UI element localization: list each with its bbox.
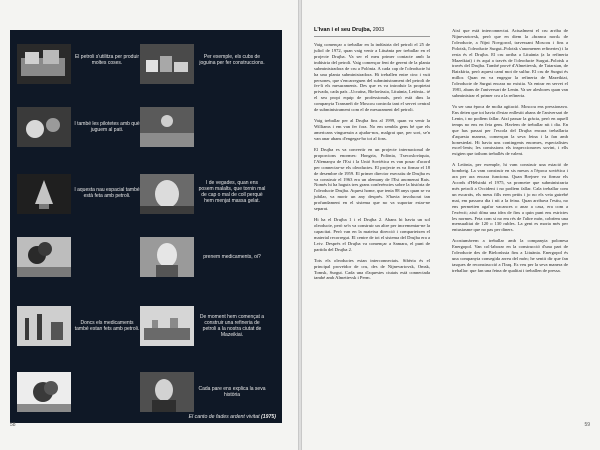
film-still-city	[140, 306, 194, 346]
title-text: L'Ivan i el seu Drujba,	[314, 27, 372, 33]
page-number: 59	[584, 422, 590, 428]
film-title: El canto de fades ardent vivitat	[188, 414, 260, 420]
still-row	[10, 306, 282, 350]
film-caption	[189, 414, 276, 420]
film-still-spaceship	[17, 174, 71, 214]
title-year: 2003	[372, 27, 384, 33]
paragraph: Així que està interconnectat. Actualment el cru arriba de Nijnevartovsk, però que en diem la «branca nord» de l'oleoducte, a Nijni Novgorod, travessant Moscou i fins a Polotsk, l'oleoducte Surgut–Polotsk s'anomenen refineries) i la resta és el Drujba. El cru arriba a Lituània (a la refineria Mazeikiai) i és aquí a través de l'oleoducte Surgut–Polotsk a través del Drujba. També prové d'Almetievsk, de Tatarstan, de Baixkíria, però aquest camí mot de sulfur. El cru de Surgut és millor. Quan en va engegar la refineria de Mazeikiai, l'oleoducte de Surgut encara no existia. Va entrar en servei el 1981, abans de l'aniversari de Lenin. Va ser alesbores quan van subministrar el primer cru a la refineria.	[452, 28, 568, 98]
film-still-father	[140, 372, 194, 412]
text-column-2	[452, 28, 568, 274]
film-still-playground	[140, 107, 194, 147]
left-page	[0, 0, 298, 450]
film-still-smoke	[17, 237, 71, 277]
film-still-refinery	[17, 306, 71, 346]
paragraph: Vaig treballar per al Drujba fins al 1999, quan va venir la Williams i em van fer fora. No em sembla gens bé que els americans vinguessin a ajudar-nos, malgrat que, per sort, se'n van anar abans d'engegar-ho tot al fons.	[314, 118, 430, 141]
subtitle: Cada pare ens explica la seva història	[198, 386, 266, 398]
paragraph: Hi ha el Drujba 1 i el Drujba 2. Abans hi havia un sol oleoducte, però se'n va construir un altre per incrementar-ne la capacitat. Però van en la mateixa direcció i comparteixen el material recorregut. El centre de tot el sistema del Drujba era a Lviv. Després el Drujba va començar a Samara, el punt de partida del Drujba 2.	[314, 217, 430, 252]
film-still-toy-blocks	[140, 44, 194, 84]
still-row	[10, 237, 282, 281]
text-column-1	[314, 28, 430, 281]
subtitle: prenem medicaments, oi?	[203, 254, 261, 260]
subtitle: I aquesta nau espacial també està feta amb petroli.	[74, 187, 140, 199]
film-stills-panel	[10, 30, 282, 423]
paragraph: El Drujba es va convertir en un projecte internacional de proporcions enormes: Hongria, Polònia, Txecoslovàquia, l'Alemanya de l'Est i la Unió Soviètica es van posar d'acord per connectar-se els oleoductes. El projecte es va firmar el 18 de desembre de 1959. El primer director executiu de Drujba es va construir el 1963 era un alemany de l'Est anomenat Rais. Només hi ha haguts tres grans conferències sobre la història de l'oleoducte Drujba. Aquest home, que tenia 88 anys quan se va jubilar, va morir un any després. S'havia involucrat tan profundament en el sistema que no va suportar estar-ne separat.	[314, 146, 430, 212]
subtitle: I de vegades, quan ens posem malalts, que tornin mal de cap o mal de coll perquè hem menjat massa gelat.	[198, 180, 266, 204]
subtitle: Doncs els medicaments també estan fets amb petroli.	[74, 320, 140, 332]
still-row	[10, 174, 282, 218]
right-page	[302, 0, 600, 450]
film-still-fire	[17, 372, 71, 412]
film-still-balls	[17, 107, 71, 147]
film-still-child-sick	[140, 174, 194, 214]
subtitle: El petroli s'utilitza per produir moltes coses.	[74, 54, 140, 66]
page-number: 58	[10, 422, 16, 428]
film-year: (1975)	[261, 414, 276, 420]
paragraph: Acostumàvem a treballar amb la companyia polonesa Energopol. Van col·laborar en la construcció d'una part de l'oleoducte des de Bielorússia fins a Lituània. Energopol és una companyia consegida arreu del món; he sentit dir que fan tasques de reconstrucció a l'Iraq. Es veu per la seva manera de treballar: que fan una feina de qualitat i treballen de pressa.	[452, 238, 568, 273]
subtitle: Per exemple, els cubs de joguina per fer construccions.	[199, 54, 265, 66]
title-rule	[314, 36, 430, 37]
paragraph: A Letònia, per exemple, hi vam construir una estació de bombeig. La vam construir en sis mesos a l'època soviètica i ara per ara encara funciona. Quan Brejnev va firmar els Acords d'Hèlsinki el 1975, va prometre que subministraria més petroli a Occident i no podíem fallar. Cala treballar com un escarràs, els meus fills eren petits i jo no els veia gairebé mai, em passava dia i nit a la feina. Quan arribava l'estiu, no ens permetien agafar vacances o anar a casa, era com a l'exèrcit; això dóna una idea de fins a quin punt ens estrictes les normes. Feia com si no em rés de l'altre món, cobríem una mensualitat de 120 o 130 rubles. La gent es moria més per entusiasme que no pas per diners.	[452, 162, 568, 233]
still-row	[10, 107, 282, 151]
subtitle: I també les pilotetes amb què juguem al pati.	[74, 121, 140, 133]
paragraph: Vaig començar a treballar en la indústria del petroli el 25 de juliol de 1972, quan vaig venir a Lituània per treballar en el projecte Drujba. Va ser el meu primer contacte amb la indústria del petroli. Vaig començar fent de gerent de la planta subministradora de cru a Polònia. A cada cap de l'oleoducte hi ha una planta subministradora. Hi treballen entre cinc i vuit persones, que s'encarreguen del subministrament del petroli de fer-li els mesuraments. Des que es va introduir la propietat privada, cada país –Ucraïna, Bielorússia, Lituània, Letònia– té el seu propi equip de professionals, però està dins la companyia Transneft de Moscou controla tant el servei central de subministrament com el de mesurament del petroli.	[314, 42, 430, 113]
subtitle: De moment hem començat a construir una refineria de petroli a la nostra ciutat de Mazeikiai.	[199, 314, 265, 338]
paragraph: Tots els oleoductes estan interconnectats. Sibèria és el principal proveïdor de cru, des de Nijnevartovsk, Omsk, Tomsk, Surgut. Cada una d'aquestes ciutats està connectada també amb Almetievsk i Perm.	[314, 257, 430, 281]
article-title	[314, 28, 430, 34]
still-row	[10, 44, 282, 88]
film-still-girl	[140, 237, 194, 277]
still-row	[10, 372, 282, 416]
film-still-oil-uses	[17, 44, 71, 84]
paragraph: Va ser una època de molta agitació. Moscou ens pressionava. Ens deien que tot havia d'estar enllestit abans de l'aniversari de Lenin, i no podíem fallar. Així passar la gràcia, però en aquell temps no ens en feia gens. Havíem de treballar nit i dia. En que has passat per l'escola del Drujba encara treballaria d'aquesta manera, començan la seva feina i la fan amb honestedat. Hi havia uns contingents enormes, especialistes excel·lents; les comissions els inspeccionaves sovint, i ells exigien que tothom treballés de valent.	[452, 104, 568, 157]
